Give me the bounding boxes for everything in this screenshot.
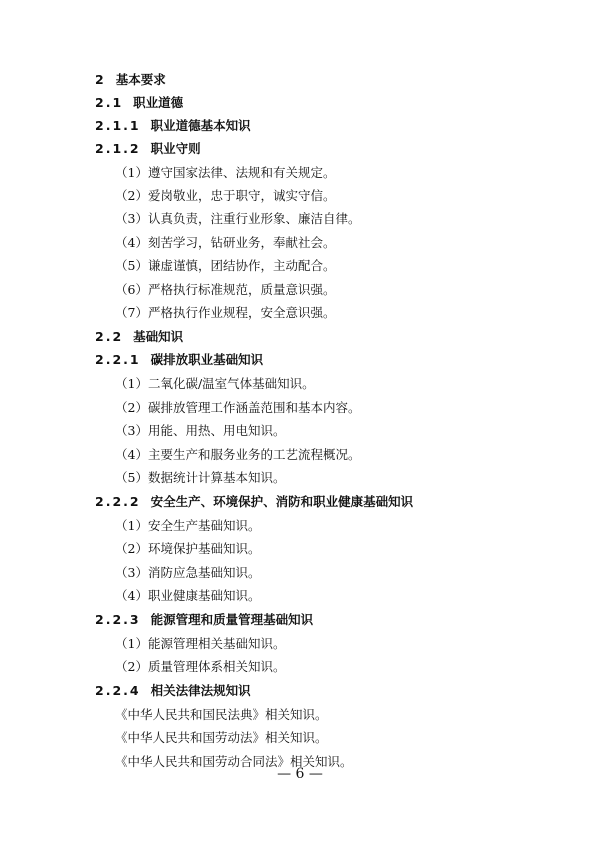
page-number: — 6 — xyxy=(277,766,323,782)
list-item: （4）职业健康基础知识。 xyxy=(115,588,261,603)
list-item: （1）安全生产基础知识。 xyxy=(115,518,261,533)
list-item: 《中华人民共和国劳动合同法》相关知识。 xyxy=(115,754,353,769)
subsection-heading xyxy=(95,118,251,134)
list-item: 《中华人民共和国劳动法》相关知识。 xyxy=(115,730,328,745)
list-item: （3）消防应急基础知识。 xyxy=(115,565,261,580)
section-title: 职业道德基本知识 xyxy=(150,118,251,133)
section-number: 2.2.3 xyxy=(95,612,141,627)
section-title: 能源管理和质量管理基础知识 xyxy=(150,612,314,627)
section-number: 2.2.4 xyxy=(95,683,141,698)
section-title: 基础知识 xyxy=(133,329,184,344)
section-title: 基本要求 xyxy=(115,72,166,87)
list-item: （4）刻苦学习，钻研业务，奉献社会。 xyxy=(115,235,336,250)
section-title: 职业守则 xyxy=(150,141,201,156)
list-item: （1）能源管理相关基础知识。 xyxy=(115,636,286,651)
subsection-heading xyxy=(95,683,251,699)
section-number: 2.2 xyxy=(95,329,124,344)
list-item: 《中华人民共和国民法典》相关知识。 xyxy=(115,707,328,722)
list-item: （4）主要生产和服务业务的工艺流程概况。 xyxy=(115,447,361,462)
section-title: 相关法律法规知识 xyxy=(150,683,251,698)
subsection-heading xyxy=(95,141,201,157)
list-item: （5）谦虚谨慎，团结协作，主动配合。 xyxy=(115,258,336,273)
list-item: （3）用能、用热、用电知识。 xyxy=(115,423,286,438)
list-item: （2）碳排放管理工作涵盖范围和基本内容。 xyxy=(115,400,361,415)
list-item: （5）数据统计计算基本知识。 xyxy=(115,470,286,485)
section-number: 2.1.2 xyxy=(95,141,141,156)
section-heading xyxy=(95,95,183,111)
subsection-heading xyxy=(95,352,263,368)
section-number: 2.1.1 xyxy=(95,118,141,133)
list-item: （2）爱岗敬业，忠于职守，诚实守信。 xyxy=(115,188,336,203)
list-item: （6）严格执行标准规范，质量意识强。 xyxy=(115,282,336,297)
section-title: 职业道德 xyxy=(133,95,184,110)
list-item: （7）严格执行作业规程，安全意识强。 xyxy=(115,305,336,320)
list-item: （2）质量管理体系相关知识。 xyxy=(115,659,286,674)
list-item: （1）遵守国家法律、法规和有关规定。 xyxy=(115,165,336,180)
subsection-heading xyxy=(95,612,313,628)
list-item: （2）环境保护基础知识。 xyxy=(115,541,261,556)
list-item: （1）二氧化碳/温室气体基础知识。 xyxy=(115,376,315,391)
section-heading xyxy=(95,72,166,88)
section-heading xyxy=(95,329,183,345)
section-title: 安全生产、环境保护、消防和职业健康基础知识 xyxy=(150,494,414,509)
section-number: 2.2.2 xyxy=(95,494,141,509)
list-item: （3）认真负责，注重行业形象、廉洁自律。 xyxy=(115,211,361,226)
subsection-heading xyxy=(95,494,413,510)
section-title: 碳排放职业基础知识 xyxy=(150,352,264,367)
section-number: 2 xyxy=(95,72,106,87)
section-number: 2.1 xyxy=(95,95,124,110)
section-number: 2.2.1 xyxy=(95,352,141,367)
